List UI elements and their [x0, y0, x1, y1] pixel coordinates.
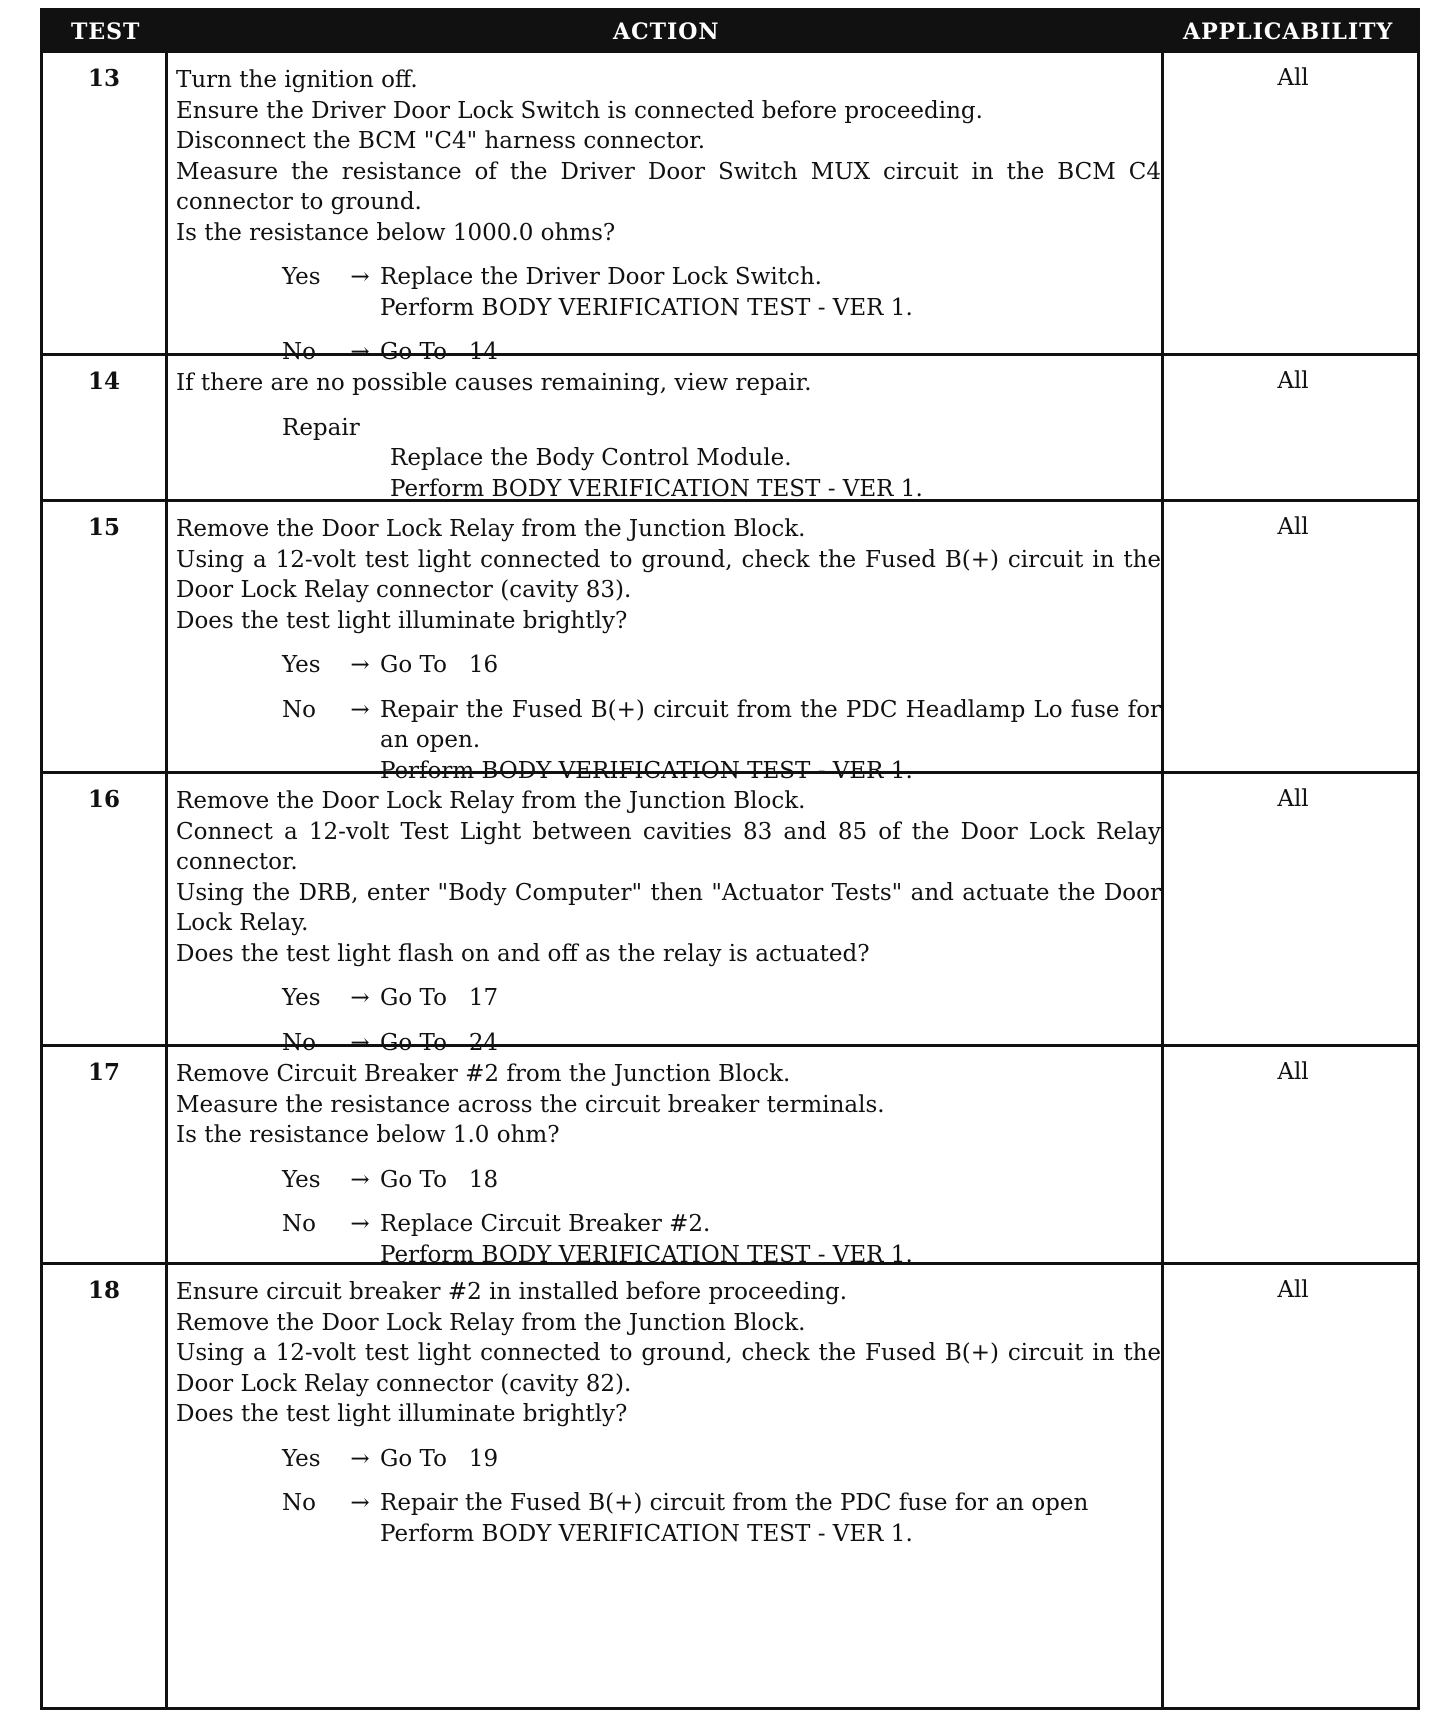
- response-text: Perform BODY VERIFICATION TEST - VER 1.: [380, 1520, 913, 1547]
- header-applicability: APPLICABILITY: [1183, 19, 1394, 45]
- table-header: [43, 11, 1417, 53]
- response-text: Go To 19: [380, 1445, 499, 1472]
- arrow-icon: →: [350, 985, 370, 1011]
- response-text: Repair the Fused B(+) circuit from the PDC fuse for an open: [380, 1490, 1089, 1516]
- action-line: Ensure circuit breaker #2 in installed before proceeding.: [176, 1279, 848, 1305]
- action-line: Using a 12-volt test light connected to ground, check the Fused B(+) circuit in the Door Lock Relay connector (cavity 82).: [176, 1340, 1161, 1397]
- response-text: Go To 24: [380, 1029, 499, 1056]
- no-response: [176, 1209, 1161, 1270]
- arrow-icon: →: [350, 1166, 370, 1193]
- repair-text: Perform BODY VERIFICATION TEST - VER 1.: [390, 475, 923, 502]
- header-action: ACTION: [613, 19, 720, 45]
- no-label: No: [282, 696, 316, 723]
- action-line: Using a 12-volt test light connected to ground, check the Fused B(+) circuit in the Door Lock Relay connector (cavity 83).: [176, 546, 1161, 603]
- response-text: Go To 16: [380, 652, 499, 678]
- action-cell: [176, 65, 1161, 368]
- response-text: Perform BODY VERIFICATION TEST - VER 1.: [380, 294, 913, 321]
- arrow-icon: →: [350, 696, 370, 723]
- no-response: [176, 1488, 1161, 1549]
- no-label: No: [282, 339, 316, 365]
- response-text: Repair the Fused B(+) circuit from the PDC Headlamp Lo fuse for an open.: [380, 696, 1161, 753]
- action-line: Ensure the Driver Door Lock Switch is connected before proceeding.: [176, 97, 983, 124]
- applicability-value: All: [1277, 65, 1309, 91]
- action-line: If there are no possible causes remaining, view repair.: [176, 370, 812, 396]
- applicability-value: All: [1277, 514, 1309, 540]
- diagnostic-table: [40, 8, 1420, 1710]
- table-row: [43, 499, 1417, 784]
- action-line: Measure the resistance across the circuit breaker terminals.: [176, 1091, 885, 1118]
- table-row: [43, 353, 1417, 502]
- action-cell: [176, 514, 1161, 786]
- action-line: Connect a 12-volt Test Light between cavities 83 and 85 of the Door Lock Relay connector.: [176, 818, 1161, 875]
- yes-label: Yes: [282, 1445, 321, 1472]
- no-label: No: [282, 1490, 316, 1516]
- repair-label: Repair: [282, 414, 360, 441]
- yes-label: Yes: [282, 985, 321, 1011]
- response-text: Replace the Driver Door Lock Switch.: [380, 264, 822, 290]
- test-number: 16: [87, 786, 120, 813]
- action-line: Is the resistance below 1.0 ohm?: [176, 1122, 560, 1148]
- action-line: Remove the Door Lock Relay from the Junction Block.: [176, 1309, 806, 1336]
- action-line: Turn the ignition off.: [176, 67, 418, 93]
- no-label: No: [282, 1029, 316, 1056]
- response-text: Replace Circuit Breaker #2.: [380, 1211, 711, 1237]
- action-line: Does the test light flash on and off as the relay is actuated?: [176, 940, 870, 967]
- arrow-icon: →: [350, 1445, 370, 1472]
- arrow-icon: →: [350, 1490, 370, 1516]
- repair-text: Replace the Body Control Module.: [390, 445, 792, 471]
- response-text: Go To 14: [380, 339, 499, 365]
- response-text: Go To 17: [380, 985, 499, 1011]
- action-line: Remove Circuit Breaker #2 from the Junction Block.: [176, 1061, 791, 1087]
- action-cell: [176, 1277, 1161, 1549]
- yes-label: Yes: [282, 264, 321, 290]
- applicability-value: All: [1277, 1277, 1309, 1303]
- yes-response: [176, 650, 1161, 681]
- action-cell: [176, 368, 1161, 504]
- action-line: Does the test light illuminate brightly?: [176, 1401, 628, 1427]
- action-line: Remove the Door Lock Relay from the Junction Block.: [176, 788, 806, 814]
- action-line: Using the DRB, enter "Body Computer" then "Actuator Tests" and actuate the Door Lock Relay.: [176, 879, 1161, 936]
- test-number: 14: [87, 368, 120, 395]
- test-number: 17: [87, 1059, 120, 1086]
- action-line: Measure the resistance of the Driver Door Switch MUX circuit in the BCM C4 connector to ground.: [176, 158, 1161, 215]
- action-line: Disconnect the BCM "C4" harness connector.: [176, 128, 706, 154]
- arrow-icon: →: [350, 1029, 370, 1056]
- test-number: 13: [87, 65, 120, 92]
- response-text: Perform BODY VERIFICATION TEST - VER 1.: [380, 757, 913, 784]
- applicability-value: All: [1277, 786, 1309, 812]
- test-number: 15: [87, 514, 120, 541]
- applicability-value: All: [1277, 1059, 1309, 1085]
- test-number: 18: [87, 1277, 120, 1304]
- yes-response: [176, 983, 1161, 1014]
- arrow-icon: →: [350, 264, 370, 290]
- action-line: Is the resistance below 1000.0 ohms?: [176, 219, 616, 246]
- table-row: [43, 1262, 1417, 1707]
- arrow-icon: →: [350, 652, 370, 678]
- action-line: Remove the Door Lock Relay from the Junction Block.: [176, 516, 806, 542]
- no-label: No: [282, 1211, 316, 1237]
- yes-label: Yes: [282, 652, 321, 678]
- action-cell: [176, 1059, 1161, 1270]
- table-row: [43, 1044, 1417, 1268]
- yes-response: [176, 1444, 1161, 1475]
- arrow-icon: →: [350, 1211, 370, 1237]
- action-line: Does the test light illuminate brightly?: [176, 607, 628, 634]
- yes-label: Yes: [282, 1166, 321, 1193]
- table-row: [43, 53, 1417, 365]
- action-cell: [176, 786, 1161, 1058]
- yes-response: [176, 1165, 1161, 1196]
- arrow-icon: →: [350, 339, 370, 365]
- table-row: [43, 771, 1417, 1056]
- response-text: Go To 18: [380, 1166, 499, 1193]
- header-test: TEST: [71, 19, 141, 45]
- applicability-value: All: [1277, 368, 1309, 394]
- yes-response: [176, 262, 1161, 323]
- response-text: Perform BODY VERIFICATION TEST - VER 1.: [380, 1241, 913, 1268]
